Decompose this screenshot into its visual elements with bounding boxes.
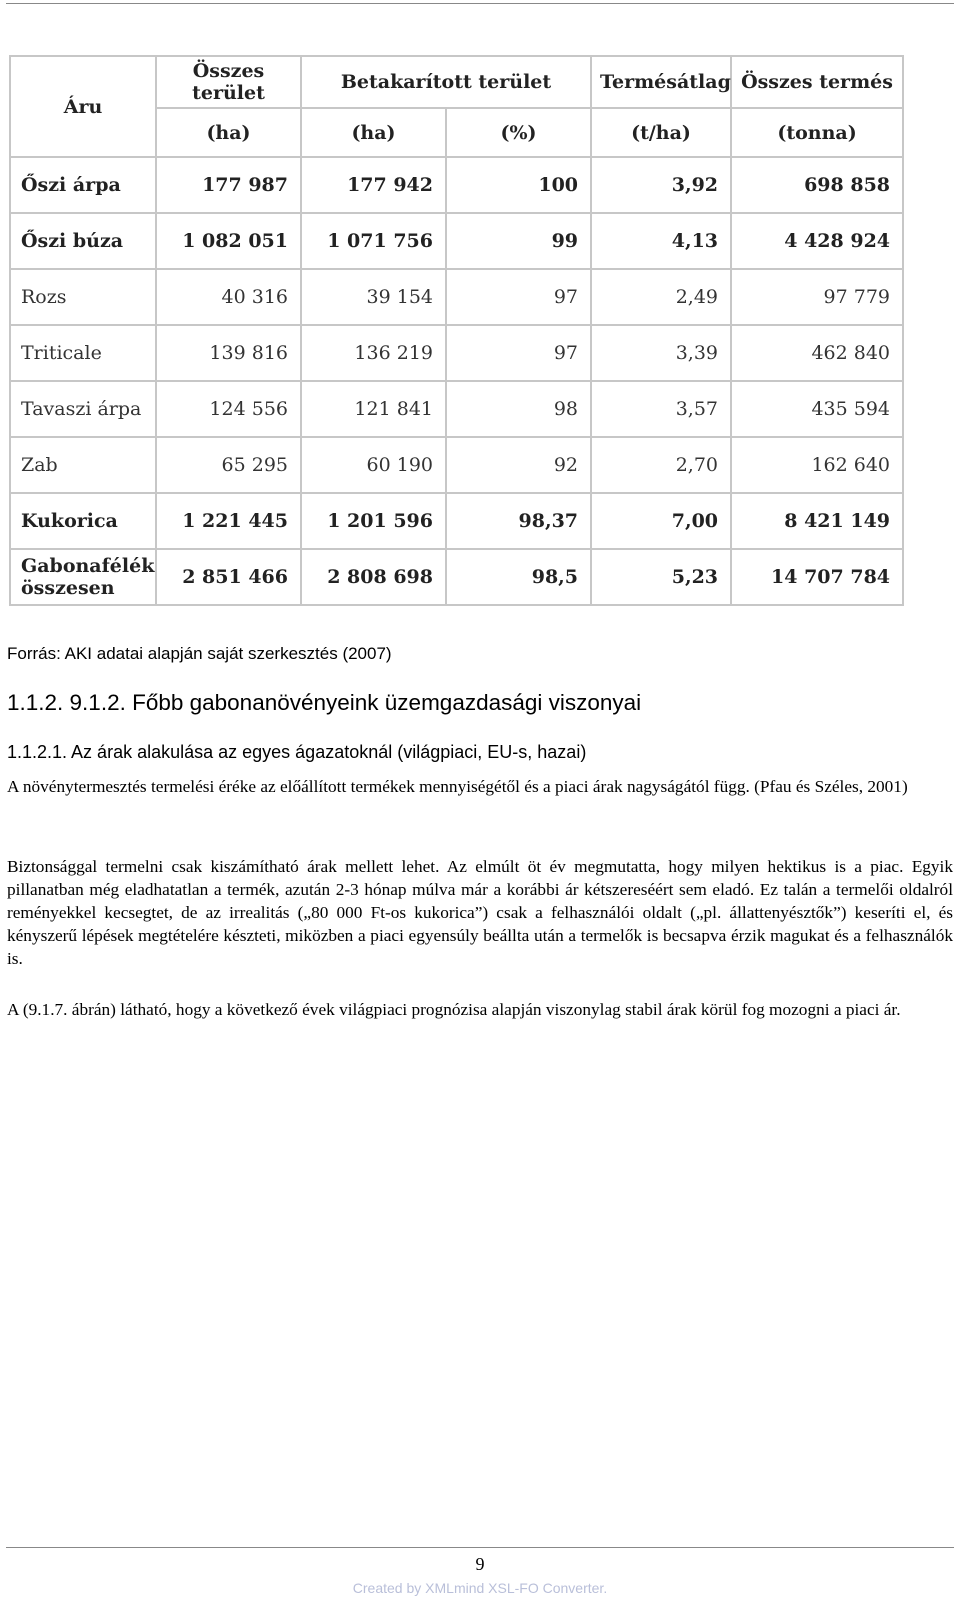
header-total-area: Összes terület	[156, 56, 301, 108]
cell-total-area: 1 221 445	[156, 493, 301, 549]
section-heading: 1.1.2. 9.1.2. Főbb gabonanövényeink üzemgazdasági viszonyai	[7, 690, 642, 715]
page-number: 9	[475, 1554, 485, 1574]
subsection-heading: 1.1.2.1. Az árak alakulása az egyes ágazatoknál (világpiaci, EU-s, hazai)	[7, 742, 587, 762]
cell-total-area: 40 316	[156, 269, 301, 325]
cell-crop-name: Tavaszi árpa	[10, 381, 156, 437]
header-yield: Termésátlag	[591, 56, 731, 108]
cell-total-area: 139 816	[156, 325, 301, 381]
crop-statistics-table	[9, 55, 904, 606]
table-row	[10, 157, 903, 213]
cell-total-area: 65 295	[156, 437, 301, 493]
cell-crop-name: Kukorica	[10, 493, 156, 549]
unit-harvested-area: (ha)	[301, 108, 446, 157]
cell-yield: 4,13	[591, 213, 731, 269]
cell-harvested-area: 1 201 596	[301, 493, 446, 549]
header-total-output: Összes termés	[731, 56, 903, 108]
paragraph-2: Biztonsággal termelni csak kiszámítható árak mellett lehet. Az elmúlt öt év megmutatta, hogy milyen hektikus is a piac. Egyik pillanatban még eladhatatlan a termék, azután 2-3 hónap múlva már a korábbi ár kétszereséért sem eladó. Ez talán a termelői oldalról reményekkel kecsegtet, de az irrealitás („80 000 Ft-os kukorica”) csak a felhasználói oldalt („pl. állattenyésztők”) keseríti el, és kényszerű lépések megtételére készteti, miközben a piaci egyensúly beállta után a termelők is becsapva érzik magukat és a felhasználók is.	[7, 857, 953, 968]
unit-yield: (t/ha)	[591, 108, 731, 157]
cell-total-output: 698 858	[731, 157, 903, 213]
cell-yield: 3,39	[591, 325, 731, 381]
footer-rule	[6, 1547, 954, 1548]
cell-total-area: 124 556	[156, 381, 301, 437]
cell-harvested-pct: 98,37	[446, 493, 591, 549]
cell-harvested-pct: 98,5	[446, 549, 591, 605]
cell-yield: 3,57	[591, 381, 731, 437]
cell-yield: 3,92	[591, 157, 731, 213]
cell-total-output: 4 428 924	[731, 213, 903, 269]
cell-total-output: 435 594	[731, 381, 903, 437]
table-row	[10, 437, 903, 493]
converter-footer: Created by XMLmind XSL-FO Converter.	[352, 1580, 608, 1596]
cell-yield: 2,49	[591, 269, 731, 325]
cell-harvested-area: 2 808 698	[301, 549, 446, 605]
cell-harvested-area: 39 154	[301, 269, 446, 325]
cell-crop-name: Triticale	[10, 325, 156, 381]
top-rule	[6, 3, 954, 4]
cell-crop-name: Zab	[10, 437, 156, 493]
header-harvested-area: Betakarított terület	[301, 56, 591, 108]
cell-total-output: 14 707 784	[731, 549, 903, 605]
cell-harvested-pct: 99	[446, 213, 591, 269]
cell-harvested-pct: 92	[446, 437, 591, 493]
cell-yield: 5,23	[591, 549, 731, 605]
table-row	[10, 549, 903, 605]
cell-total-output: 162 640	[731, 437, 903, 493]
cell-harvested-area: 136 219	[301, 325, 446, 381]
cell-crop-name: Rozs	[10, 269, 156, 325]
cell-total-output: 462 840	[731, 325, 903, 381]
unit-total-area: (ha)	[156, 108, 301, 157]
cell-harvested-pct: 98	[446, 381, 591, 437]
cell-total-area: 2 851 466	[156, 549, 301, 605]
cell-harvested-area: 121 841	[301, 381, 446, 437]
cell-harvested-area: 60 190	[301, 437, 446, 493]
cell-total-output: 97 779	[731, 269, 903, 325]
table-row	[10, 325, 903, 381]
table-row	[10, 381, 903, 437]
cell-crop-name: Őszi árpa	[10, 157, 156, 213]
table-row	[10, 269, 903, 325]
cell-yield: 7,00	[591, 493, 731, 549]
cell-harvested-area: 177 942	[301, 157, 446, 213]
cell-harvested-pct: 97	[446, 269, 591, 325]
table-source-caption: Forrás: AKI adatai alapján saját szerkesztés (2007)	[7, 644, 392, 663]
cell-crop-name: Őszi búza	[10, 213, 156, 269]
cell-total-area: 1 082 051	[156, 213, 301, 269]
cell-harvested-pct: 100	[446, 157, 591, 213]
table-row	[10, 213, 903, 269]
table-header-row	[10, 56, 903, 108]
cell-total-output: 8 421 149	[731, 493, 903, 549]
unit-harvested-pct: (%)	[446, 108, 591, 157]
table-row	[10, 493, 903, 549]
cell-harvested-pct: 97	[446, 325, 591, 381]
header-aru: Áru	[10, 56, 156, 157]
paragraph-1: A növénytermesztés termelési éréke az előállított termékek mennyiségétől és a piaci árak nagyságától függ. (Pfau és Széles, 2001)	[7, 777, 908, 796]
unit-output: (tonna)	[731, 108, 903, 157]
cell-yield: 2,70	[591, 437, 731, 493]
cell-harvested-area: 1 071 756	[301, 213, 446, 269]
cell-total-area: 177 987	[156, 157, 301, 213]
cell-crop-name: Gabonafélék összesen	[10, 549, 156, 605]
paragraph-3: A (9.1.7. ábrán) látható, hogy a következő évek világpiaci prognózisa alapján viszonylag stabil árak körül fog mozogni a piaci ár.	[7, 1000, 901, 1019]
